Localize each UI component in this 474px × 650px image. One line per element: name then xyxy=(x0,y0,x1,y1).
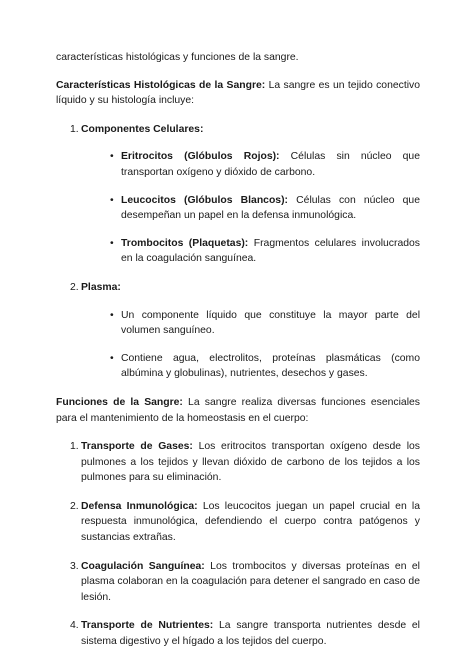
bullet-term: Trombocitos (Plaquetas): xyxy=(121,237,249,249)
function-text: Los leucocitos juegan un papel crucial en la respuesta inmunológica, defendiendo el cuerpo contra patógenos y sustancias extrañas. xyxy=(81,500,421,544)
function-term: Defensa Inmunológica: xyxy=(81,500,198,512)
bullet-text: Células con núcleo que desempeñan un papel en la defensa inmunológica. xyxy=(121,194,420,222)
list-number: 2 . xyxy=(70,499,79,515)
bullet-dot-icon: • xyxy=(110,352,114,364)
list-number: 1 . xyxy=(70,122,79,138)
function-term: Coagulación Sanguínea: xyxy=(81,560,205,572)
function-text: Los eritrocitos transportan oxígeno desde los pulmones a los tejidos y llevan dióxido de carbono de los tejidos a los pulmones para su eliminación. xyxy=(81,441,420,484)
page-body xyxy=(56,50,420,650)
bullet-plasma-liquid xyxy=(81,308,420,339)
bullet-text: Fragmentos celulares involucrados en la coagulación sanguínea. xyxy=(121,237,420,265)
functions-list xyxy=(56,439,420,650)
functions-intro-text: La sangre realiza diversas funciones esenciales para el mantenimiento de la homeostasis en el cuerpo: xyxy=(56,396,420,424)
bullet-dot-icon: • xyxy=(110,237,114,249)
bullet-term: Eritrocitos (Glóbulos Rojos): xyxy=(121,151,280,163)
bullet-text: Contiene agua, electrolitos, proteínas plasmáticas (como albúmina y globulinas), nutrientes, desechos y gases. xyxy=(121,352,420,380)
function-term: Transporte de Gases: xyxy=(81,441,193,453)
bullet-plasma-contents xyxy=(81,351,420,382)
bullet-term: Leucocitos (Glóbulos Blancos): xyxy=(121,194,288,206)
histology-heading: Características Histológicas de la Sangre: xyxy=(56,79,266,91)
list-number: 1 . xyxy=(70,439,79,455)
bullet-thrombocytes xyxy=(81,236,420,267)
function-item-gas-transport xyxy=(56,439,420,486)
function-text: Los trombocitos y diversas proteínas en el plasma colaboran en la coagulación para detener el sangrado en caso de lesión. xyxy=(81,560,420,603)
function-item-nutrient-transport xyxy=(56,618,420,649)
histology-intro-text: La sangre es un tejido conectivo líquido y su histología incluye: xyxy=(56,79,421,107)
components-title: Componentes Celulares: xyxy=(81,123,204,135)
plasma-title: Plasma: xyxy=(81,281,121,293)
histology-intro-paragraph xyxy=(56,78,420,109)
bullet-leukocytes xyxy=(81,193,420,224)
function-text: La sangre transporta nutrientes desde el sistema digestivo y el hígado a los tejidos del cuerpo. xyxy=(81,620,420,648)
bullet-erythrocytes xyxy=(81,149,420,180)
function-item-coagulation xyxy=(56,559,420,606)
components-item-plasma xyxy=(56,280,420,382)
bullet-text: Un componente líquido que constituye la mayor parte del volumen sanguíneo. xyxy=(121,309,420,337)
components-item-cellular xyxy=(56,122,420,267)
bullet-dot-icon: • xyxy=(110,194,114,206)
continuation-paragraph: características histológicas y funciones de la sangre. xyxy=(56,52,299,63)
function-term: Transporte de Nutrientes: xyxy=(81,620,214,632)
functions-heading: Funciones de la Sangre: xyxy=(56,396,183,408)
bullet-text: Células sin núcleo que transportan oxígeno y dióxido de carbono. xyxy=(121,151,420,178)
bullet-dot-icon: • xyxy=(110,151,114,163)
bullet-dot-icon: • xyxy=(110,309,114,321)
function-item-immune-defense xyxy=(56,499,420,546)
list-number: 4 . xyxy=(70,618,79,634)
functions-intro-paragraph xyxy=(56,395,420,426)
list-number: 2 . xyxy=(70,280,79,296)
list-number: 3 . xyxy=(70,559,79,575)
